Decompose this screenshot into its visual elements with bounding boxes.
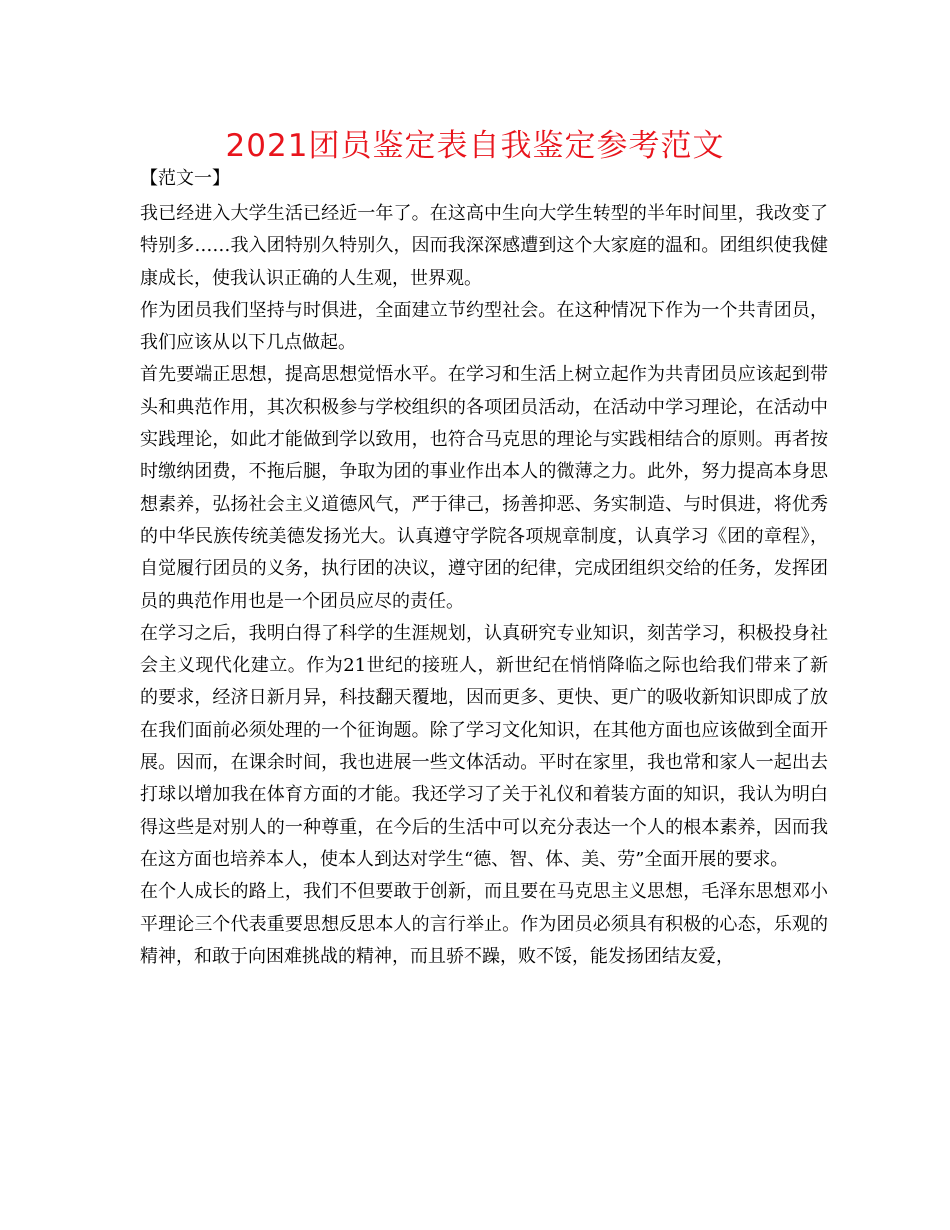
paragraph-4: 在学习之后，我明白得了科学的生涯规划，认真研究专业知识，刻苦学习，积极投身社会主义现代化建立。作为21世纪的接班人，新世纪在悄悄降临之际也给我们带来了新的要求，经济日新月异，科技翻天覆地，因而更多、更快、更广的吸收新知识即成了放在我们面前必须处理的一个征询题。除了学习文化知识，在其他方面也应该做到全面开展。因而，在课余时间，我也进展一些文体活动。平时在家里，我也常和家人一起出去打球以增加我在体育方面的才能。我还学习了关于礼仪和着装方面的知识，我认为明白得这些是对别人的一种尊重，在今后的生活中可以充分表达一个人的根本素养，因而我在这方面也培养本人，使本人到达对学生“德、智、体、美、劳”全面开展的要求。 [140, 622, 828, 870]
paragraph-1: 我已经进入大学生活已经近一年了。在这高中生向大学生转型的半年时间里，我改变了特别多……我入团特别久特别久，因而我深深感遭到这个大家庭的温和。团组织使我健康成长，使我认识正确的人生观，世界观。 [140, 203, 828, 289]
section-label: 【范文一】 [140, 168, 230, 189]
document-title: 2021团员鉴定表自我鉴定参考范文 [225, 128, 725, 164]
paragraph-2: 作为团员我们坚持与时俱进，全面建立节约型社会。在这种情况下作为一个共青团员，我们应该从以下几点做起。 [140, 299, 828, 354]
paragraph-5: 在个人成长的路上，我们不但要敢于创新，而且要在马克思主义思想，毛泽东思想邓小平理论三个代表重要思想反思本人的言行举止。作为团员必须具有积极的心态，乐观的精神，和敢于向困难挑战的精神，而且骄不躁，败不馁，能发扬团结友爱， [140, 881, 828, 967]
paragraph-3: 首先要端正思想，提高思想觉悟水平。在学习和生活上树立起作为共青团员应该起到带头和典范作用，其次积极参与学校组织的各项团员活动，在活动中学习理论，在活动中实践理论，如此才能做到学以致用，也符合马克思的理论与实践相结合的原则。再者按时缴纳团费，不拖后腿，争取为团的事业作出本人的微薄之力。此外，努力提高本身思想素养，弘扬社会主义道德风气，严于律己，扬善抑恶、务实制造、与时俱进，将优秀的中华民族传统美德发扬光大。认真遵守学院各项规章制度，认真学习《团的章程》，自觉履行团员的义务，执行团的决议，遵守团的纪律，完成团组织交给的任务，发挥团员的典范作用也是一个团员应尽的责任。 [140, 364, 828, 612]
document-body [140, 198, 828, 973]
